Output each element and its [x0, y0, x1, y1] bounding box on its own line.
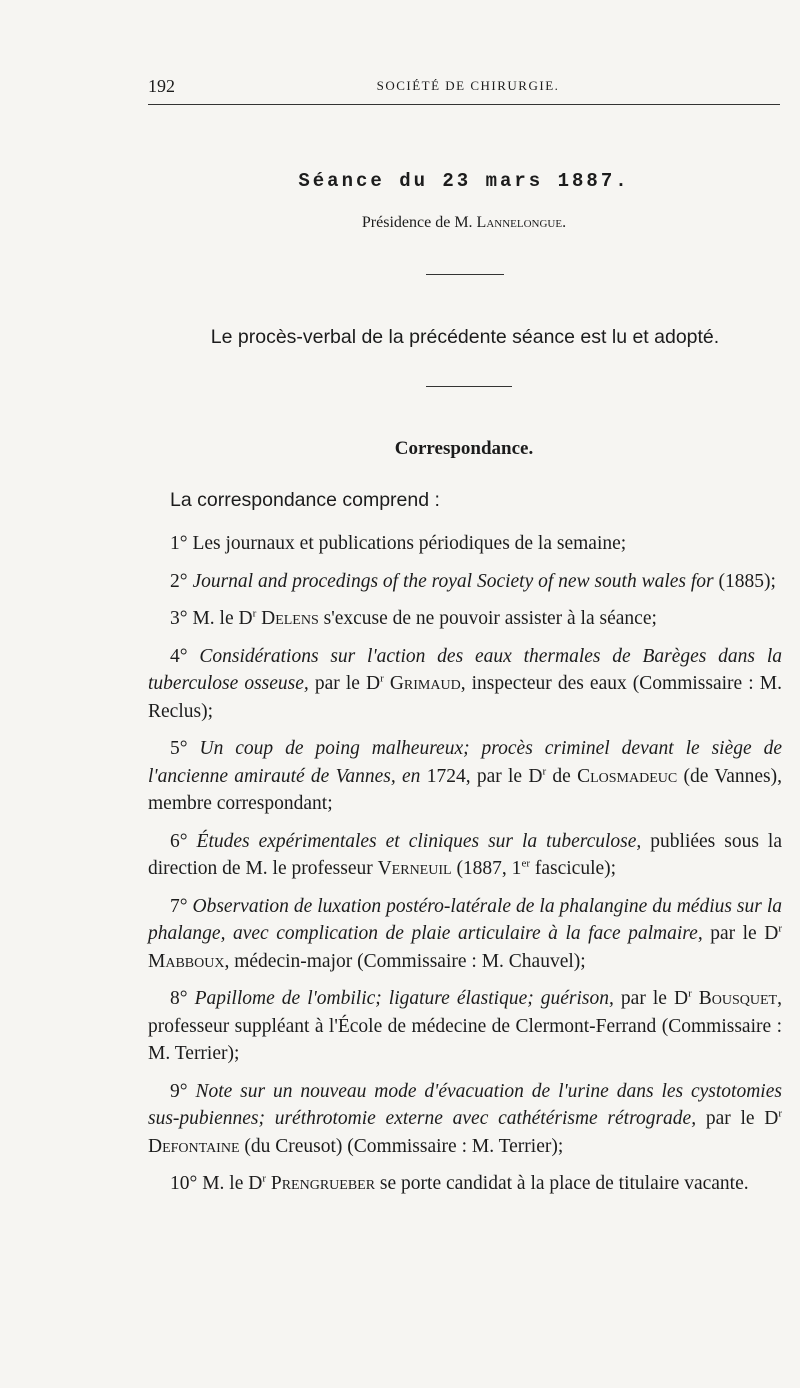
item-number: 5: [170, 738, 180, 759]
separator-rule: [426, 386, 512, 387]
item-text: (de Vannes), membre correspondant;: [148, 765, 783, 814]
item-text: Les journaux et publications périodiques de la semaine;: [192, 533, 627, 554]
author-name: Prengrueber: [270, 1173, 376, 1194]
presidency-suffix: .: [562, 214, 567, 231]
author-name: Mabboux: [148, 950, 225, 972]
ordinal-mark: °: [179, 645, 200, 667]
ordinal-mark: °: [179, 1080, 196, 1102]
item-text: publiées sous la direction de M. le professeur: [148, 830, 782, 879]
item-number: 6: [170, 830, 180, 852]
ordinal-mark: °: [179, 988, 195, 1009]
page-number: 192: [148, 76, 175, 96]
correspondence-item: [148, 735, 782, 818]
superscript: r: [778, 1107, 782, 1120]
item-title: Papillome de l'ombilic; ligature élastique; guérison,: [194, 988, 614, 1009]
presidency-prefix: Présidence de M.: [361, 214, 477, 231]
header-rule: [148, 104, 780, 105]
correspondence-item: [148, 1078, 782, 1161]
president-name: Lannelongue: [476, 214, 563, 231]
correspondence-intro: La correspondance comprend :: [170, 489, 440, 511]
author-name: Bousquet: [698, 988, 778, 1009]
minutes-statement: Le procès-verbal de la précédente séance est lu et adopté.: [210, 326, 720, 348]
item-text: (1887, 1: [451, 858, 522, 879]
correspondence-item: [148, 828, 782, 883]
item-text: M. le D: [192, 608, 253, 629]
item-title: Note sur un nouveau mode d'évacuation de l'urine dans les cystotomies sus-pubiennes; uréthrotomie externe avec cathétérisme rétrograde,: [148, 1080, 782, 1129]
ordinal-mark: °: [179, 895, 193, 917]
item-number: 9: [170, 1080, 180, 1102]
item-text: s'excuse de ne pouvoir assister à la séance;: [318, 608, 657, 629]
correspondence-item: [148, 985, 782, 1068]
item-text: [692, 988, 699, 1009]
item-text: par le D: [613, 988, 689, 1009]
item-title: Observation de luxation postéro-latérale de la phalangine du médius sur la phalange, avec complication de plaie articulaire à la face palmaire,: [148, 895, 782, 944]
author-name: Closmadeuc: [577, 765, 678, 787]
item-number: 7: [170, 895, 180, 917]
session-title: Séance du 23 mars 1887.: [298, 170, 630, 192]
item-text: se porte candidat à la place de titulaire vacante.: [375, 1173, 749, 1194]
ordinal-mark: °: [179, 738, 200, 759]
superscript: r: [380, 672, 384, 685]
correspondence-item: [148, 893, 782, 976]
author-name: Verneuil: [377, 858, 452, 879]
item-title: Un coup de poing malheureux; procès criminel devant le siège de l'ancienne amirauté de Vannes, en: [148, 738, 782, 787]
item-text: (du Creusot) (Commissaire : M. Terrier);: [239, 1135, 564, 1157]
superscript: r: [778, 922, 782, 935]
correspondence-item: [148, 530, 782, 558]
item-text: par le D: [696, 1108, 779, 1129]
item-number: 8: [170, 988, 180, 1009]
ordinal-mark: °: [189, 1173, 203, 1194]
author-name: Delens: [261, 608, 319, 629]
item-text: de: [546, 765, 578, 787]
ordinal-mark: °: [179, 533, 193, 554]
item-number: 4: [170, 645, 180, 667]
item-number: 1: [170, 533, 180, 554]
superscript: r: [252, 607, 257, 620]
item-text: par le D: [308, 673, 381, 694]
superscript: r: [262, 1172, 266, 1185]
correspondence-item: [148, 605, 782, 633]
ordinal-mark: °: [179, 570, 193, 592]
item-title: Études expérimentales et cliniques sur la tuberculose,: [196, 830, 642, 852]
item-title: Journal and procedings of the royal Society of new south wales for: [192, 570, 714, 592]
item-title: Considérations sur l'action des eaux thermales de Barèges dans la tuberculose osseuse,: [148, 645, 782, 694]
section-heading: Correspondance.: [394, 438, 534, 459]
item-text: , inspecteur des eaux (Commissaire : M. Reclus);: [148, 673, 782, 722]
item-text: (1885);: [713, 570, 776, 592]
item-text: par le D: [702, 923, 779, 944]
item-number: 3: [170, 608, 180, 629]
superscript: er: [521, 857, 530, 870]
correspondence-item: [148, 1170, 782, 1198]
correspondence-item: [148, 643, 782, 726]
item-text: , médecin-major (Commissaire : M. Chauvel);: [224, 950, 586, 972]
separator-rule: [426, 274, 504, 275]
item-number: 10: [170, 1173, 190, 1194]
superscript: r: [688, 987, 692, 1000]
item-number: 2: [170, 570, 180, 592]
ordinal-mark: °: [179, 608, 193, 629]
correspondence-item: [148, 568, 782, 596]
item-text: , professeur suppléant à l'École de médecine de Clermont-Ferrand (Commissaire : M. Terrier);: [148, 988, 782, 1064]
item-text: 1724, par le D: [420, 765, 543, 787]
item-text: M. le D: [202, 1173, 263, 1194]
item-text: fascicule);: [529, 858, 617, 879]
correspondence-list: [148, 530, 782, 1208]
presidency-line: [148, 214, 780, 232]
author-name: Grimaud: [389, 673, 461, 694]
author-name: Defontaine: [148, 1135, 240, 1157]
page-header: [148, 76, 788, 102]
running-head: SOCIÉTÉ DE CHIRURGIE.: [376, 78, 560, 93]
superscript: r: [542, 765, 547, 777]
ordinal-mark: °: [179, 830, 197, 852]
